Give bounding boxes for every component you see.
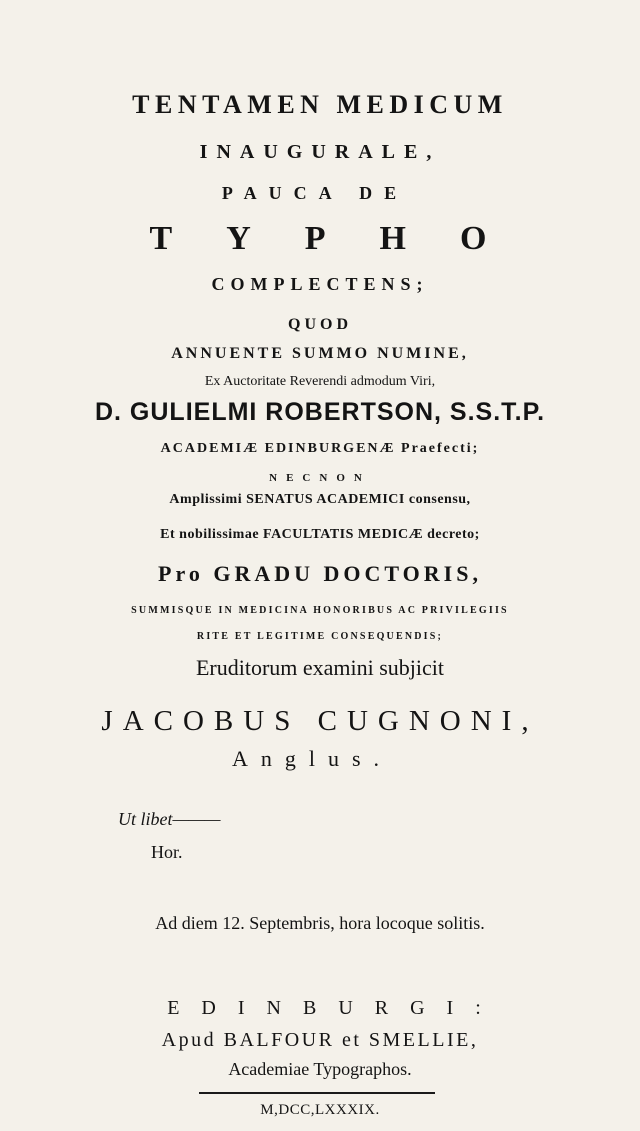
motto-source: Hor.	[151, 842, 183, 862]
imprint-rule	[199, 1092, 435, 1094]
imprint-city: EDINBURGI:	[167, 997, 503, 1019]
quod-heading: QUOD	[288, 316, 352, 333]
imprint-year: M,DCC,LXXXIX.	[260, 1102, 380, 1118]
rector-name: D. GULIELMI ROBERTSON, S.S.T.P.	[94, 398, 546, 426]
annuente-line: ANNUENTE SUMMO NUMINE,	[171, 345, 469, 362]
anglus-line: Anglus.	[231, 746, 393, 771]
rite-line: RITE ET LEGITIME CONSEQUENDIS;	[196, 631, 444, 642]
title-inaugurale: INAUGURALE,	[199, 141, 441, 163]
facultatis-line: Et nobilissimae FACULTATIS MEDICÆ decreto;	[160, 527, 480, 542]
pro-gradu-doctoris: Pro GRADU DOCTORIS,	[158, 561, 482, 586]
imprint-printers: Apud BALFOUR et SMELLIE,	[161, 1029, 479, 1051]
defense-date: Ad diem 12. Septembris, hora locoque solitis.	[155, 913, 485, 933]
title-pauca-de: PAUCA DE	[221, 183, 409, 203]
eruditorum-line: Eruditorum examini subjicit	[195, 655, 445, 680]
title-tentamen-medicum: TENTAMEN MEDICUM	[132, 90, 508, 119]
title-complectens: COMPLECTENS;	[211, 274, 429, 294]
title-typho: TYPHO	[149, 220, 541, 257]
imprint-typographos: Academiae Typographos.	[228, 1059, 412, 1079]
academiae-line: ACADEMIÆ EDINBURGENÆ Praefecti;	[160, 441, 480, 456]
summisque-line: SUMMISQUE IN MEDICINA HONORIBUS AC PRIVILEGIIS	[131, 605, 509, 616]
necnon-line: NECNON	[269, 472, 371, 484]
author-name: JACOBUS CUGNONI,	[101, 705, 539, 737]
auctoritate-line: Ex Auctoritate Reverendi admodum Viri,	[204, 374, 436, 389]
motto: Ut libet———	[118, 809, 221, 829]
senatus-line: Amplissimi SENATUS ACADEMICI consensu,	[169, 492, 471, 507]
